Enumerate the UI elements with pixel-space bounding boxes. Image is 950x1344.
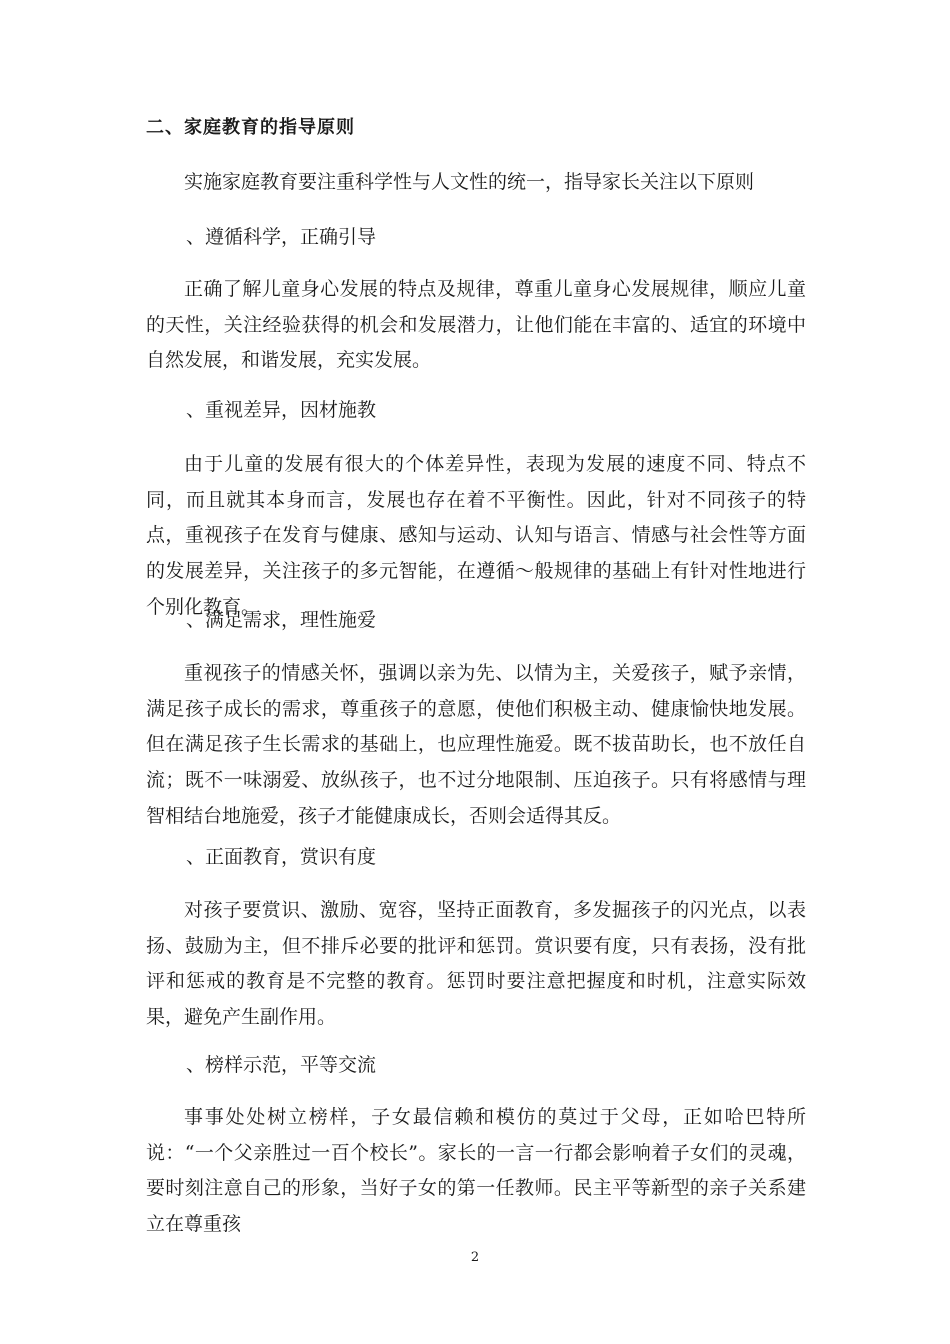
- page-number: 2: [470, 1250, 480, 1265]
- principle-body-1: 正确了解儿童身心发展的特点及规律，尊重儿童身心发展规律，顺应儿童的天性，关注经验获得的机会和发展潜力，让他们能在丰富的、适宜的环境中自然发展，和谐发展，充实发展。: [146, 278, 806, 372]
- principle-title-3: 、满足需求，理性施爱: [186, 609, 377, 631]
- principle-title-2: 、重视差异，因材施教: [186, 399, 377, 421]
- principle-title-5: 、榜样示范，平等交流: [186, 1054, 377, 1076]
- section-heading: 二、家庭教育的指导原则: [146, 117, 355, 138]
- principle-title-4: 、正面教育，赏识有度: [186, 846, 377, 868]
- intro-text: 实施家庭教育要注重科学性与人文性的统一，指导家长关注以下原则: [184, 171, 755, 193]
- principle-body-4: 对孩子要赏识、激励、宽容，坚持正面教育，多发掘孩子的闪光点，以表扬、鼓励为主，但不排斥必要的批评和惩罚。赏识要有度，只有表扬，没有批评和惩戒的教育是不完整的教育。惩罚时要注意把握度和时机，注意实际效果，避免产生副作用。: [146, 899, 806, 1029]
- principle-body-5: 事事处处树立榜样，子女最信赖和模仿的莫过于父母，正如哈巴特所说：“一个父亲胜过一百个校长”。家长的一言一行都会影响着子女们的灵魂，要时刻注意自己的形象，当好子女的第一任教师。民主平等新型的亲子关系建立在尊重孩: [146, 1106, 806, 1236]
- principle-body-3: 重视孩子的情感关怀，强调以亲为先、以情为主，关爱孩子，赋予亲情，满足孩子成长的需求，尊重孩子的意愿，使他们积极主动、健康愉快地发展。但在满足孩子生长需求的基础上，也应理性施爱。既不拔苗助长，也不放任自流；既不一味溺爱、放纵孩子，也不过分地限制、压迫孩子。只有将感情与理智相结台地施爱，孩子才能健康成长，否则会适得其反。: [146, 662, 806, 827]
- principle-title-1: 、遵循科学，正确引导: [186, 226, 377, 248]
- principle-body-2: 由于儿童的发展有很大的个体差异性，表现为发展的速度不同、特点不同，而且就其本身而言，发展也存在着不平衡性。因此，针对不同孩子的特点，重视孩子在发育与健康、感知与运动、认知与语言、情感与社会性等方面的发展差异，关注孩子的多元智能，在遵循～般规律的基础上有针对性地进行个别化教育。: [146, 453, 806, 618]
